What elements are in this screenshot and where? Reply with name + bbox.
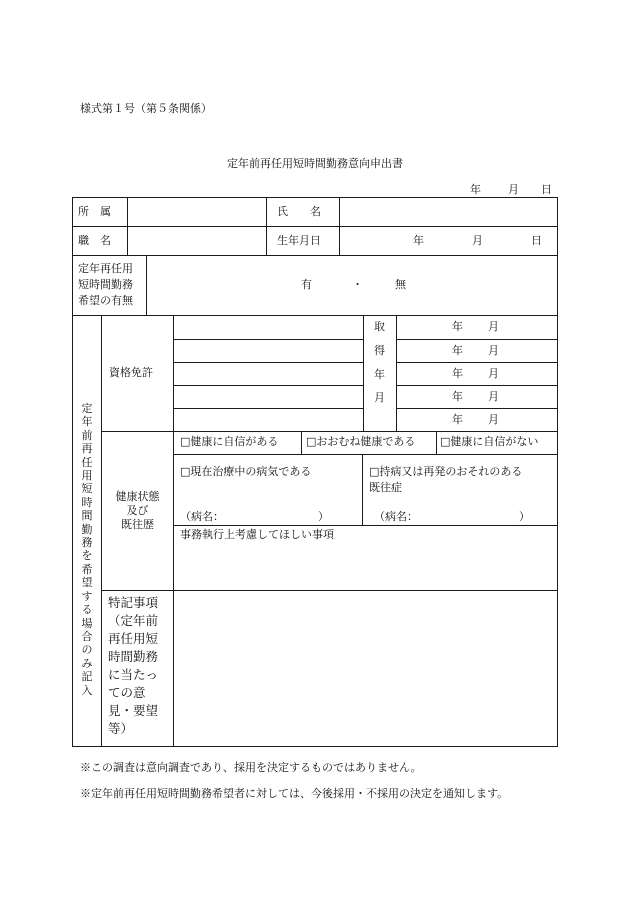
qualification-name-field[interactable] [174, 386, 362, 407]
form-title: 定年前再任用短時間勤務意向申出書 [227, 157, 403, 170]
date-year-label: 年 [470, 183, 481, 196]
acquired-char-1: 取 [374, 320, 385, 333]
qualification-month-label: 月 [488, 413, 499, 426]
qualification-month-label: 月 [488, 367, 499, 380]
mostly-healthy-checkbox[interactable]: □おおむね健康である [306, 435, 416, 448]
footer-note-2: ※定年前再任用短時間勤務希望者に対しては、今後採用・不採用の決定を通知します。 [80, 787, 509, 800]
qualification-name-field[interactable] [174, 316, 362, 338]
desire-label-line-2: 短時間勤務 [78, 278, 133, 291]
health-label-line-3: 既往歴 [121, 518, 154, 531]
birthdate-day-label: 日 [531, 234, 542, 247]
desire-yes-option[interactable]: 有 [301, 278, 312, 291]
qualification-year-label: 年 [452, 320, 463, 333]
current-treatment-checkbox[interactable]: □現在治療中の病気である [180, 465, 312, 478]
chronic-illness-checkbox[interactable]: □持病又は再発のおそれのある [369, 465, 523, 478]
remarks-label-line-6: ての意 [108, 685, 146, 700]
disease-name-label: （病名： [180, 510, 224, 523]
healthy-confident-checkbox[interactable]: □健康に自信がある [180, 435, 279, 448]
remarks-label-line-2: （定年前 [108, 613, 159, 628]
chronic-disease-name-label: （病名： [374, 510, 418, 523]
desire-separator: ・ [352, 278, 363, 291]
qualification-month-label: 月 [488, 320, 499, 333]
desire-no-option[interactable]: 無 [395, 278, 406, 291]
birthdate-label: 生年月日 [277, 234, 321, 247]
qualification-name-field[interactable] [174, 340, 362, 361]
health-label-line-2: 及び [126, 504, 149, 517]
remarks-label-line-4: 時間勤務 [108, 649, 159, 664]
position-field[interactable] [128, 227, 265, 254]
form-number: 様式第１号（第５条関係） [80, 102, 212, 115]
remarks-label-line-7: 見・要望 [108, 703, 159, 718]
footer-note-1: ※この調査は意向調査であり、採用を決定するものではありません。 [80, 761, 422, 774]
acquired-char-2: 得 [374, 344, 385, 357]
qualification-year-label: 年 [452, 344, 463, 357]
name-field[interactable] [340, 198, 556, 225]
qualification-month-label: 月 [488, 344, 499, 357]
qualifications-label: 資格免許 [109, 366, 153, 379]
date-month-label: 月 [508, 183, 519, 196]
qualification-year-label: 年 [452, 390, 463, 403]
qualification-month-label: 月 [488, 390, 499, 403]
considerations-label: 事務執行上考慮してほしい事項 [180, 528, 334, 541]
desire-label-line-1: 定年再任用 [78, 262, 133, 275]
acquired-char-4: 月 [374, 391, 385, 404]
chronic-disease-name-field[interactable] [426, 508, 516, 523]
date-day-label: 日 [541, 183, 552, 196]
considerations-field[interactable] [174, 545, 556, 589]
acquired-char-3: 年 [374, 368, 385, 381]
remarks-label-line-8: 等） [108, 721, 134, 736]
not-confident-checkbox[interactable]: □健康に自信がない [440, 435, 539, 448]
qualification-name-field[interactable] [174, 363, 362, 384]
chronic-disease-name-close: ） [519, 510, 530, 523]
remarks-label-line-1: 特記事項 [108, 595, 159, 610]
disease-name-close: ） [318, 510, 329, 523]
affiliation-label: 所 属 [78, 205, 111, 218]
name-label: 氏 名 [277, 205, 321, 218]
health-label-line-1: 健康状態 [115, 490, 160, 503]
qualification-year-label: 年 [452, 413, 463, 426]
birthdate-month-label: 月 [472, 234, 483, 247]
desire-label-line-3: 希望の有無 [78, 294, 133, 307]
remarks-field[interactable] [174, 591, 556, 745]
section-vertical-label: 定年前再任用短時間勤務を希望する場合のみ記入 [81, 402, 93, 697]
remarks-label-line-3: 再任用短 [108, 631, 159, 646]
affiliation-field[interactable] [128, 198, 265, 225]
remarks-label-line-5: に当たっ [108, 667, 159, 682]
chronic-illness-label-cont: 既往症 [369, 481, 402, 494]
birthdate-year-label: 年 [413, 234, 424, 247]
qualification-name-field[interactable] [174, 409, 362, 430]
qualification-year-label: 年 [452, 367, 463, 380]
disease-name-field[interactable] [232, 508, 316, 523]
position-label: 職 名 [78, 234, 111, 247]
